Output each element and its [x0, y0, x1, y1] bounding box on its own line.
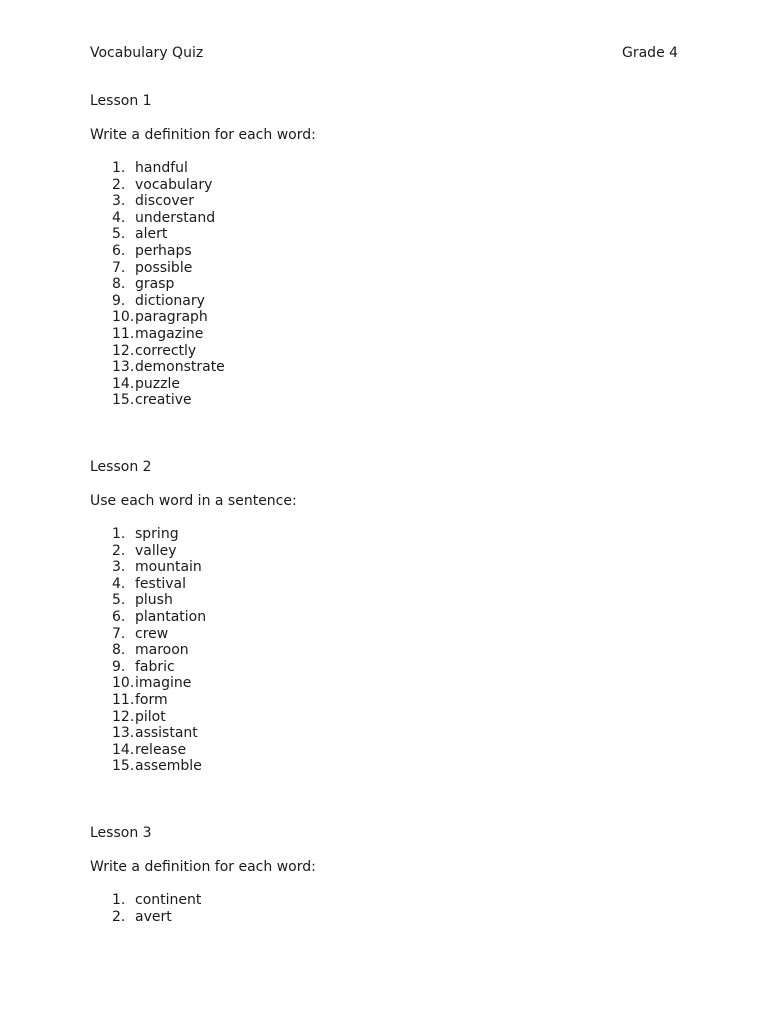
list-item	[90, 626, 690, 643]
list-item	[90, 659, 690, 676]
vocabulary-word: grasp	[135, 276, 175, 293]
item-number: 8.	[112, 642, 126, 659]
item-number: 1.	[112, 526, 126, 542]
item-number: 6.	[112, 608, 126, 625]
item-number: 14.	[112, 375, 135, 392]
vocabulary-word: understand	[135, 209, 216, 226]
item-number: 7.	[112, 259, 126, 276]
list-item	[90, 559, 690, 576]
word-list	[90, 526, 690, 775]
item-number: 11.	[112, 691, 135, 708]
list-item	[90, 526, 690, 543]
vocabulary-word: release	[135, 741, 187, 758]
list-item	[90, 293, 690, 310]
list-item	[90, 742, 690, 759]
item-number: 12.	[112, 342, 135, 359]
list-item	[90, 675, 690, 692]
vocabulary-word: crew	[135, 625, 169, 642]
vocabulary-word: valley	[135, 542, 177, 559]
vocabulary-word: continent	[135, 892, 202, 908]
item-number: 15.	[112, 392, 135, 409]
lesson-3-section	[90, 824, 690, 925]
vocabulary-word: assemble	[135, 758, 202, 775]
list-item	[90, 343, 690, 360]
list-item	[90, 758, 690, 775]
item-number: 1.	[112, 160, 126, 176]
vocabulary-word: dictionary	[135, 292, 205, 309]
vocabulary-word: mountain	[135, 559, 202, 576]
word-list	[90, 160, 690, 409]
item-number: 6.	[112, 242, 126, 259]
item-number: 4.	[112, 575, 126, 592]
vocabulary-word: perhaps	[135, 242, 192, 259]
vocabulary-word: demonstrate	[135, 359, 225, 376]
list-item	[90, 392, 690, 409]
lesson-title: Lesson 2	[90, 459, 152, 475]
item-number: 13.	[112, 359, 135, 376]
list-item	[90, 725, 690, 742]
item-number: 2.	[112, 908, 126, 925]
list-item	[90, 276, 690, 293]
vocabulary-word: magazine	[135, 325, 204, 342]
vocabulary-word: possible	[135, 259, 193, 276]
list-item	[90, 692, 690, 709]
item-number: 5.	[112, 226, 126, 243]
item-number: 12.	[112, 708, 135, 725]
item-number: 14.	[112, 741, 135, 758]
lesson-2-section	[90, 458, 690, 775]
list-item	[90, 543, 690, 560]
vocabulary-word: paragraph	[135, 309, 208, 326]
list-item	[90, 260, 690, 277]
list-item	[90, 177, 690, 194]
vocabulary-word: fabric	[135, 658, 175, 675]
list-item	[90, 226, 690, 243]
list-item	[90, 359, 690, 376]
vocabulary-word: festival	[135, 575, 186, 592]
vocabulary-word: alert	[135, 226, 168, 243]
vocabulary-word: plush	[135, 592, 173, 609]
list-item	[90, 160, 690, 177]
vocabulary-word: form	[135, 691, 168, 708]
item-number: 3.	[112, 559, 126, 576]
item-number: 3.	[112, 193, 126, 210]
lesson-title: Lesson 1	[90, 93, 152, 109]
lesson-instruction: Write a definition for each word:	[90, 859, 316, 875]
list-item	[90, 592, 690, 609]
lesson-title: Lesson 3	[90, 825, 152, 841]
word-list	[90, 892, 690, 925]
item-number: 11.	[112, 325, 135, 342]
item-number: 9.	[112, 658, 126, 675]
list-item	[90, 326, 690, 343]
vocabulary-word: correctly	[135, 342, 197, 359]
list-item	[90, 892, 690, 909]
vocabulary-word: imagine	[135, 675, 192, 692]
list-item	[90, 709, 690, 726]
list-item	[90, 193, 690, 210]
list-item	[90, 609, 690, 626]
list-item	[90, 309, 690, 326]
item-number: 9.	[112, 292, 126, 309]
item-number: 13.	[112, 725, 135, 742]
grade-label: Grade 4	[622, 45, 679, 61]
item-number: 2.	[112, 542, 126, 559]
lesson-instruction: Use each word in a sentence:	[90, 493, 297, 509]
vocabulary-word: pilot	[135, 708, 166, 725]
vocabulary-word: assistant	[135, 725, 198, 742]
list-item	[90, 909, 690, 926]
item-number: 10.	[112, 675, 135, 692]
list-item	[90, 642, 690, 659]
list-item	[90, 576, 690, 593]
item-number: 1.	[112, 892, 126, 908]
list-item	[90, 243, 690, 260]
vocabulary-word: vocabulary	[135, 176, 213, 193]
vocabulary-word: maroon	[135, 642, 189, 659]
vocabulary-word: discover	[135, 193, 194, 210]
item-number: 15.	[112, 758, 135, 775]
vocabulary-word: creative	[135, 392, 192, 409]
item-number: 5.	[112, 592, 126, 609]
lesson-1-section	[90, 92, 690, 409]
vocabulary-word: spring	[135, 526, 179, 542]
vocabulary-word: plantation	[135, 608, 207, 625]
item-number: 10.	[112, 309, 135, 326]
vocabulary-word: avert	[135, 908, 172, 925]
item-number: 8.	[112, 276, 126, 293]
vocabulary-word: puzzle	[135, 375, 180, 392]
vocabulary-word: handful	[135, 160, 188, 176]
list-item	[90, 376, 690, 393]
list-item	[90, 210, 690, 227]
lesson-instruction: Write a definition for each word:	[90, 127, 316, 143]
item-number: 7.	[112, 625, 126, 642]
document-title: Vocabulary Quiz	[90, 45, 204, 61]
item-number: 4.	[112, 209, 126, 226]
item-number: 2.	[112, 176, 126, 193]
